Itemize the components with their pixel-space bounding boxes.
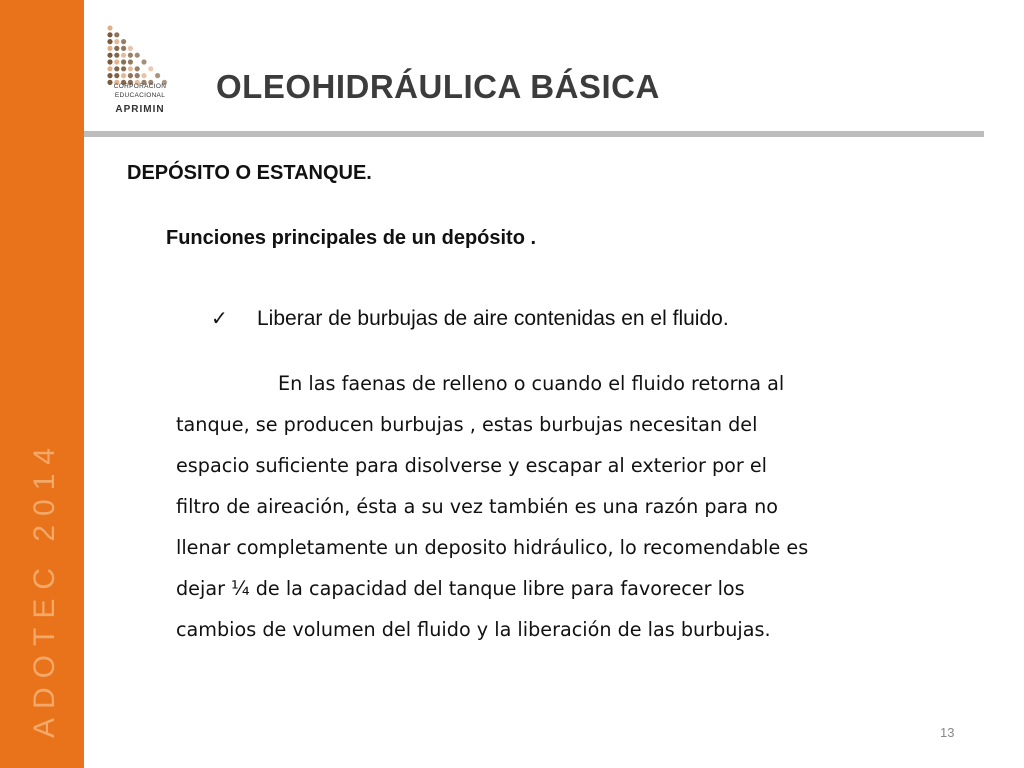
logo-line-1: CORPORACION: [113, 83, 167, 90]
paragraph-line: dejar ¼ de la capacidad del tanque libre para favorecer los: [176, 577, 745, 600]
paragraph-line: tanque, se producen burbujas , estas burbujas necesitan del: [176, 413, 758, 436]
logo-line-3: APRIMIN: [115, 104, 165, 115]
paragraph-line: llenar completamente un deposito hidráulico, lo recomendable es: [176, 536, 809, 559]
logo-line-2: EDUCACIONAL: [114, 92, 166, 99]
bullet-item: [211, 306, 729, 331]
section-heading: DEPÓSITO O ESTANQUE.: [127, 162, 372, 184]
paragraph-line: En las faenas de relleno o cuando el fluido retorna al: [278, 372, 785, 395]
section-subheading: Funciones principales de un depósito .: [166, 227, 537, 249]
title-divider: [84, 131, 984, 137]
paragraph-line: filtro de aireación, ésta a su vez también es una razón para no: [176, 495, 778, 518]
paragraph-line: cambios de volumen del fluido y la liberación de las burbujas.: [176, 618, 771, 641]
bullet-text: Liberar de burbujas de aire contenidas en el fluido.: [257, 307, 729, 330]
paragraph-line: espacio suficiente para disolverse y escapar al exterior por el: [176, 454, 767, 477]
check-icon: ✓: [211, 306, 228, 330]
body-paragraph: [176, 363, 936, 650]
page-number: 13: [940, 725, 955, 740]
slide-title: OLEOHIDRÁULICA BÁSICA: [216, 68, 660, 105]
side-watermark-text: ADOTEC 2014: [28, 438, 61, 738]
